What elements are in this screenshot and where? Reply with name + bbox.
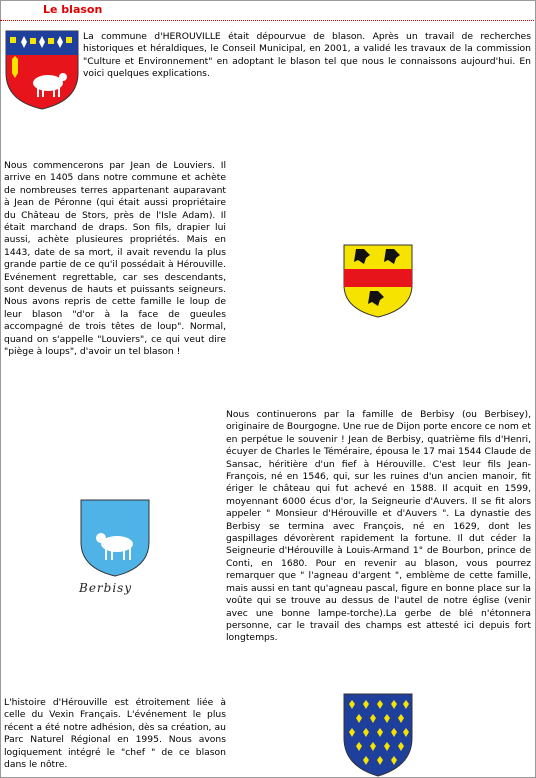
vexin-coat-of-arms [342,692,414,778]
berbisy-coat-of-arms [79,498,151,578]
herouville-coat-of-arms [4,29,80,111]
louviers-paragraph: Nous commencerons par Jean de Louviers. Il arrive en 1405 dans notre commune et achète de nombreuses terres appartenant auparavant à Jean de Péronne (qui était aussi propriétaire du Château de Stors, près de l'Isle Adam). Il était marchand de draps. Son fils, drapier lui aussi, achète plusieures propriétés. Mais en 1443, date de sa mort, il avait revendu la plus grande partie de ce qu'il possédait à Hérouville. Evénement regrettable, car ses descendants, sont devenus de hauts et puissants seigneurs. Nous avons repris de cette famille le loup de leur blason "d'or à la face de gueules accompagné de trois têtes de loup". Normal, quand on s'appelle "Louviers", ce qui veut dire "piège à loups", d'avoir un tel blason ! [4,160,226,358]
vexin-paragraph: L'histoire d'Hérouville est étroitement liée à celle du Vexin Français. L'événement le plus récent a été notre adhésion, dès sa création, au Parc Naturel Régional en 1995. Nous avons logiquement intégré le "chef " de ce blason dans le nôtre. [4,697,226,771]
signature-text: Berbisy [79,581,133,595]
berbisy-paragraph: Nous continuerons par la famille de Berbisy (ou Berbisey), originaire de Bourgogne. Une rue de Dijon porte encore ce nom et en perpétue le souvenir ! Jean de Berbisy, quatrième fils d'Henri, écuyer de Charles le Téméraire, épousa le 17 mai 1544 Claude de Sansac, héritière d'un fief à Hérouville. C'est leur fils Jean- François, né en 1546, qui, sur les ruines d'un ancien manoir, fit ériger le château qui fut achevé en 1588. Il acquit en 1599, moyennant 6000 écus d'or, la Seigneurie d'Auvers. Il se fit alors appeler " Monsieur d'Hérouville et d'Auvers ". La dynastie des Berbisy se termina avec François, né en 1629, dont les gaspillages dévorèrent rapidement la fortune. Il dut céder la Seigneurie d'Hérouville à Louis-Armand 1° de Bourbon, prince de Conti, en 1680. Pour en revenir au blason, vous pourrez remarquer que " l'agneau d'argent ", emblème de cette famille, mais aussi en tant qu'agneau pascal, figure en bonne place sur la voûte qui se trouve au dessus de l'autel de notre église (venir avec une bonne lampe-torche).La gerbe de blé n'étonnera personne, car le travail des champs est attesté ici depuis fort longtemps. [226,409,531,644]
intro-paragraph: La commune d'HEROUVILLE était dépourvue de blason. Après un travail de recherches historiques et héraldiques, le Conseil Municipal, en 2001, a validé les travaux de la commission "Culture et Environnement" en adoptant le blason tel que nous le connaissons aujourd'hui. En voici quelques explications. [83,31,531,80]
louviers-coat-of-arms [342,243,414,319]
section-header [0,0,534,21]
section-title: Le blason [43,3,103,16]
berbisy-signature [79,577,159,597]
